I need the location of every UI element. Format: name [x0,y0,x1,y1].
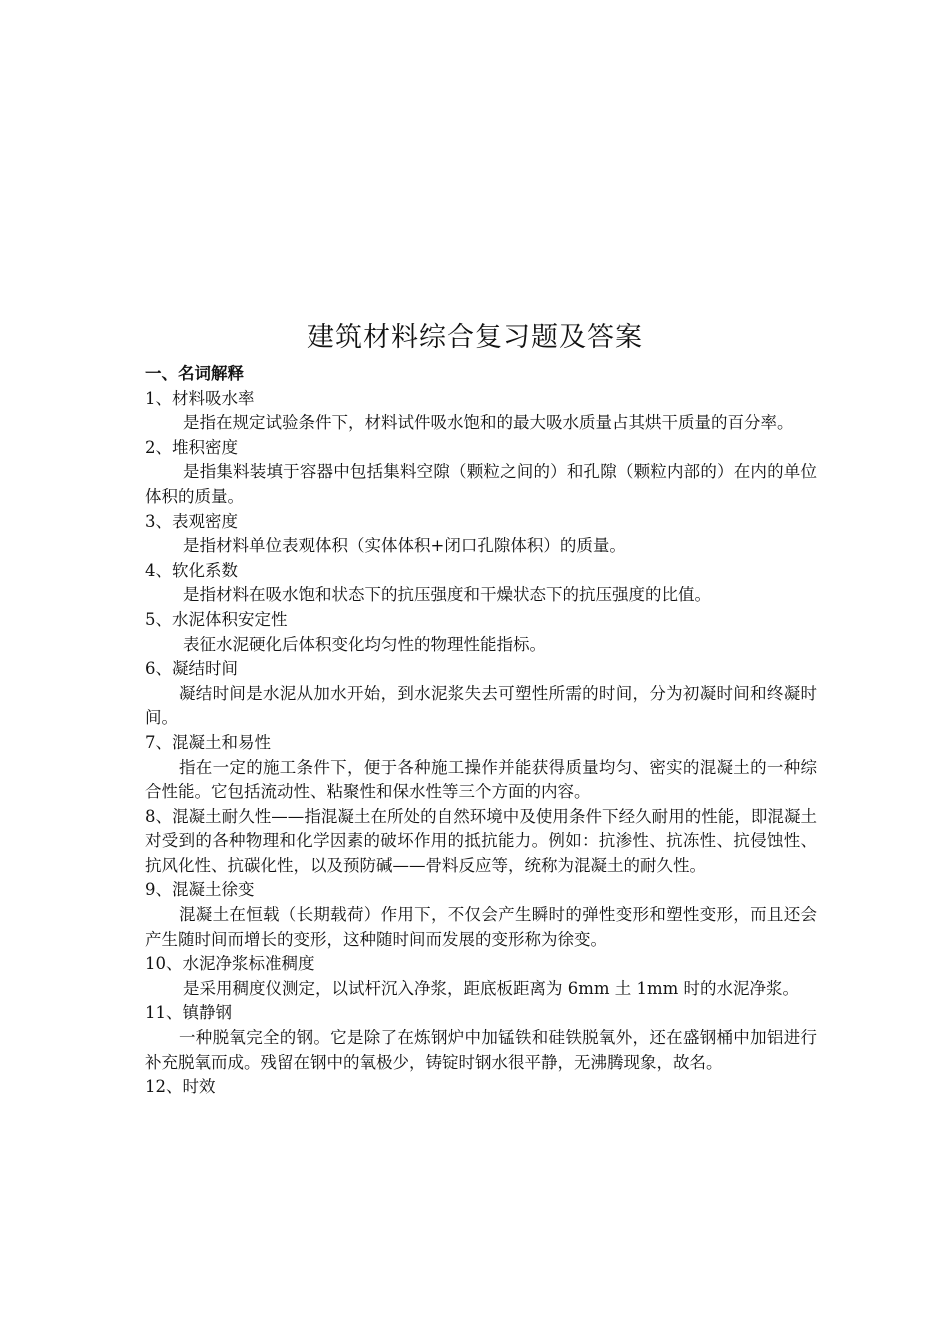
term-title: 5、水泥体积安定性 [145,609,288,629]
term-title: 11、镇静钢 [145,1003,232,1023]
term-definition: 混凝土在恒载（长期载荷）作用下，不仅会产生瞬时的弹性变形和塑性变形，而且还会产生随时间而增长的变形，这种随时间而发展的变形称为徐变。 [145,905,817,949]
term-title: 12、时效 [145,1077,216,1097]
term-title: 4、软化系数 [145,560,238,580]
term-run-in-definition: 8、混凝土耐久性——指混凝土在所处的自然环境中及使用条件下经久耐用的性能，即混凝土对受到的各种物理和化学因素的破坏作用的抵抗能力。例如：抗渗性、抗冻性、抗侵蚀性、抗风化性、抗碳化性，以及预防碱——骨料反应等，统称为混凝土的耐久性。 [145,806,817,875]
term-definition: 是采用稠度仪测定，以试杆沉入净浆，距底板距离为 6mm 土 1mm 时的水泥净浆。 [183,978,800,998]
term-title: 10、水泥净浆标准稠度 [145,954,315,974]
term-title: 6、凝结时间 [145,659,238,679]
term-definition: 是指材料在吸水饱和状态下的抗压强度和干燥状态下的抗压强度的比值。 [183,585,711,605]
term-definition: 凝结时间是水泥从加水开始，到水泥浆失去可塑性所需的时间，分为初凝时间和终凝时间。 [145,683,817,728]
term-definition: 是指在规定试验条件下，材料试件吸水饱和的最大吸水质量占其烘干质量的百分率。 [183,413,794,433]
term-definition: 是指材料单位表观体积（实体体积+闭口孔隙体积）的质量。 [183,536,626,556]
section-heading: 一、名词解释 [145,364,244,383]
term-definition: 表征水泥硬化后体积变化均匀性的物理性能指标。 [183,634,546,654]
document-title: 建筑材料综合复习题及答案 [307,322,643,353]
term-definition: 一种脱氧完全的钢。它是除了在炼钢炉中加锰铁和硅铁脱氧外，还在盛钢桶中加铝进行补充脱氧而成。残留在钢中的氧极少，铸锭时钢水很平静，无沸腾现象，故名。 [145,1028,817,1072]
term-title: 3、表观密度 [145,511,238,531]
term-title: 2、堆积密度 [145,437,238,457]
term-definition: 是指集料装填于容器中包括集料空隙（颗粒之间的）和孔隙（颗粒内部的）在内的单位体积的质量。 [145,462,817,506]
term-title: 1、材料吸水率 [145,388,255,408]
document-body [145,362,817,1100]
term-title: 7、混凝土和易性 [145,732,271,752]
term-title: 9、混凝土徐变 [145,880,255,900]
term-definition: 指在一定的施工条件下，便于各种施工操作并能获得质量均匀、密实的混凝土的一种综合性能。它包括流动性、粘聚性和保水性等三个方面的内容。 [145,757,817,802]
